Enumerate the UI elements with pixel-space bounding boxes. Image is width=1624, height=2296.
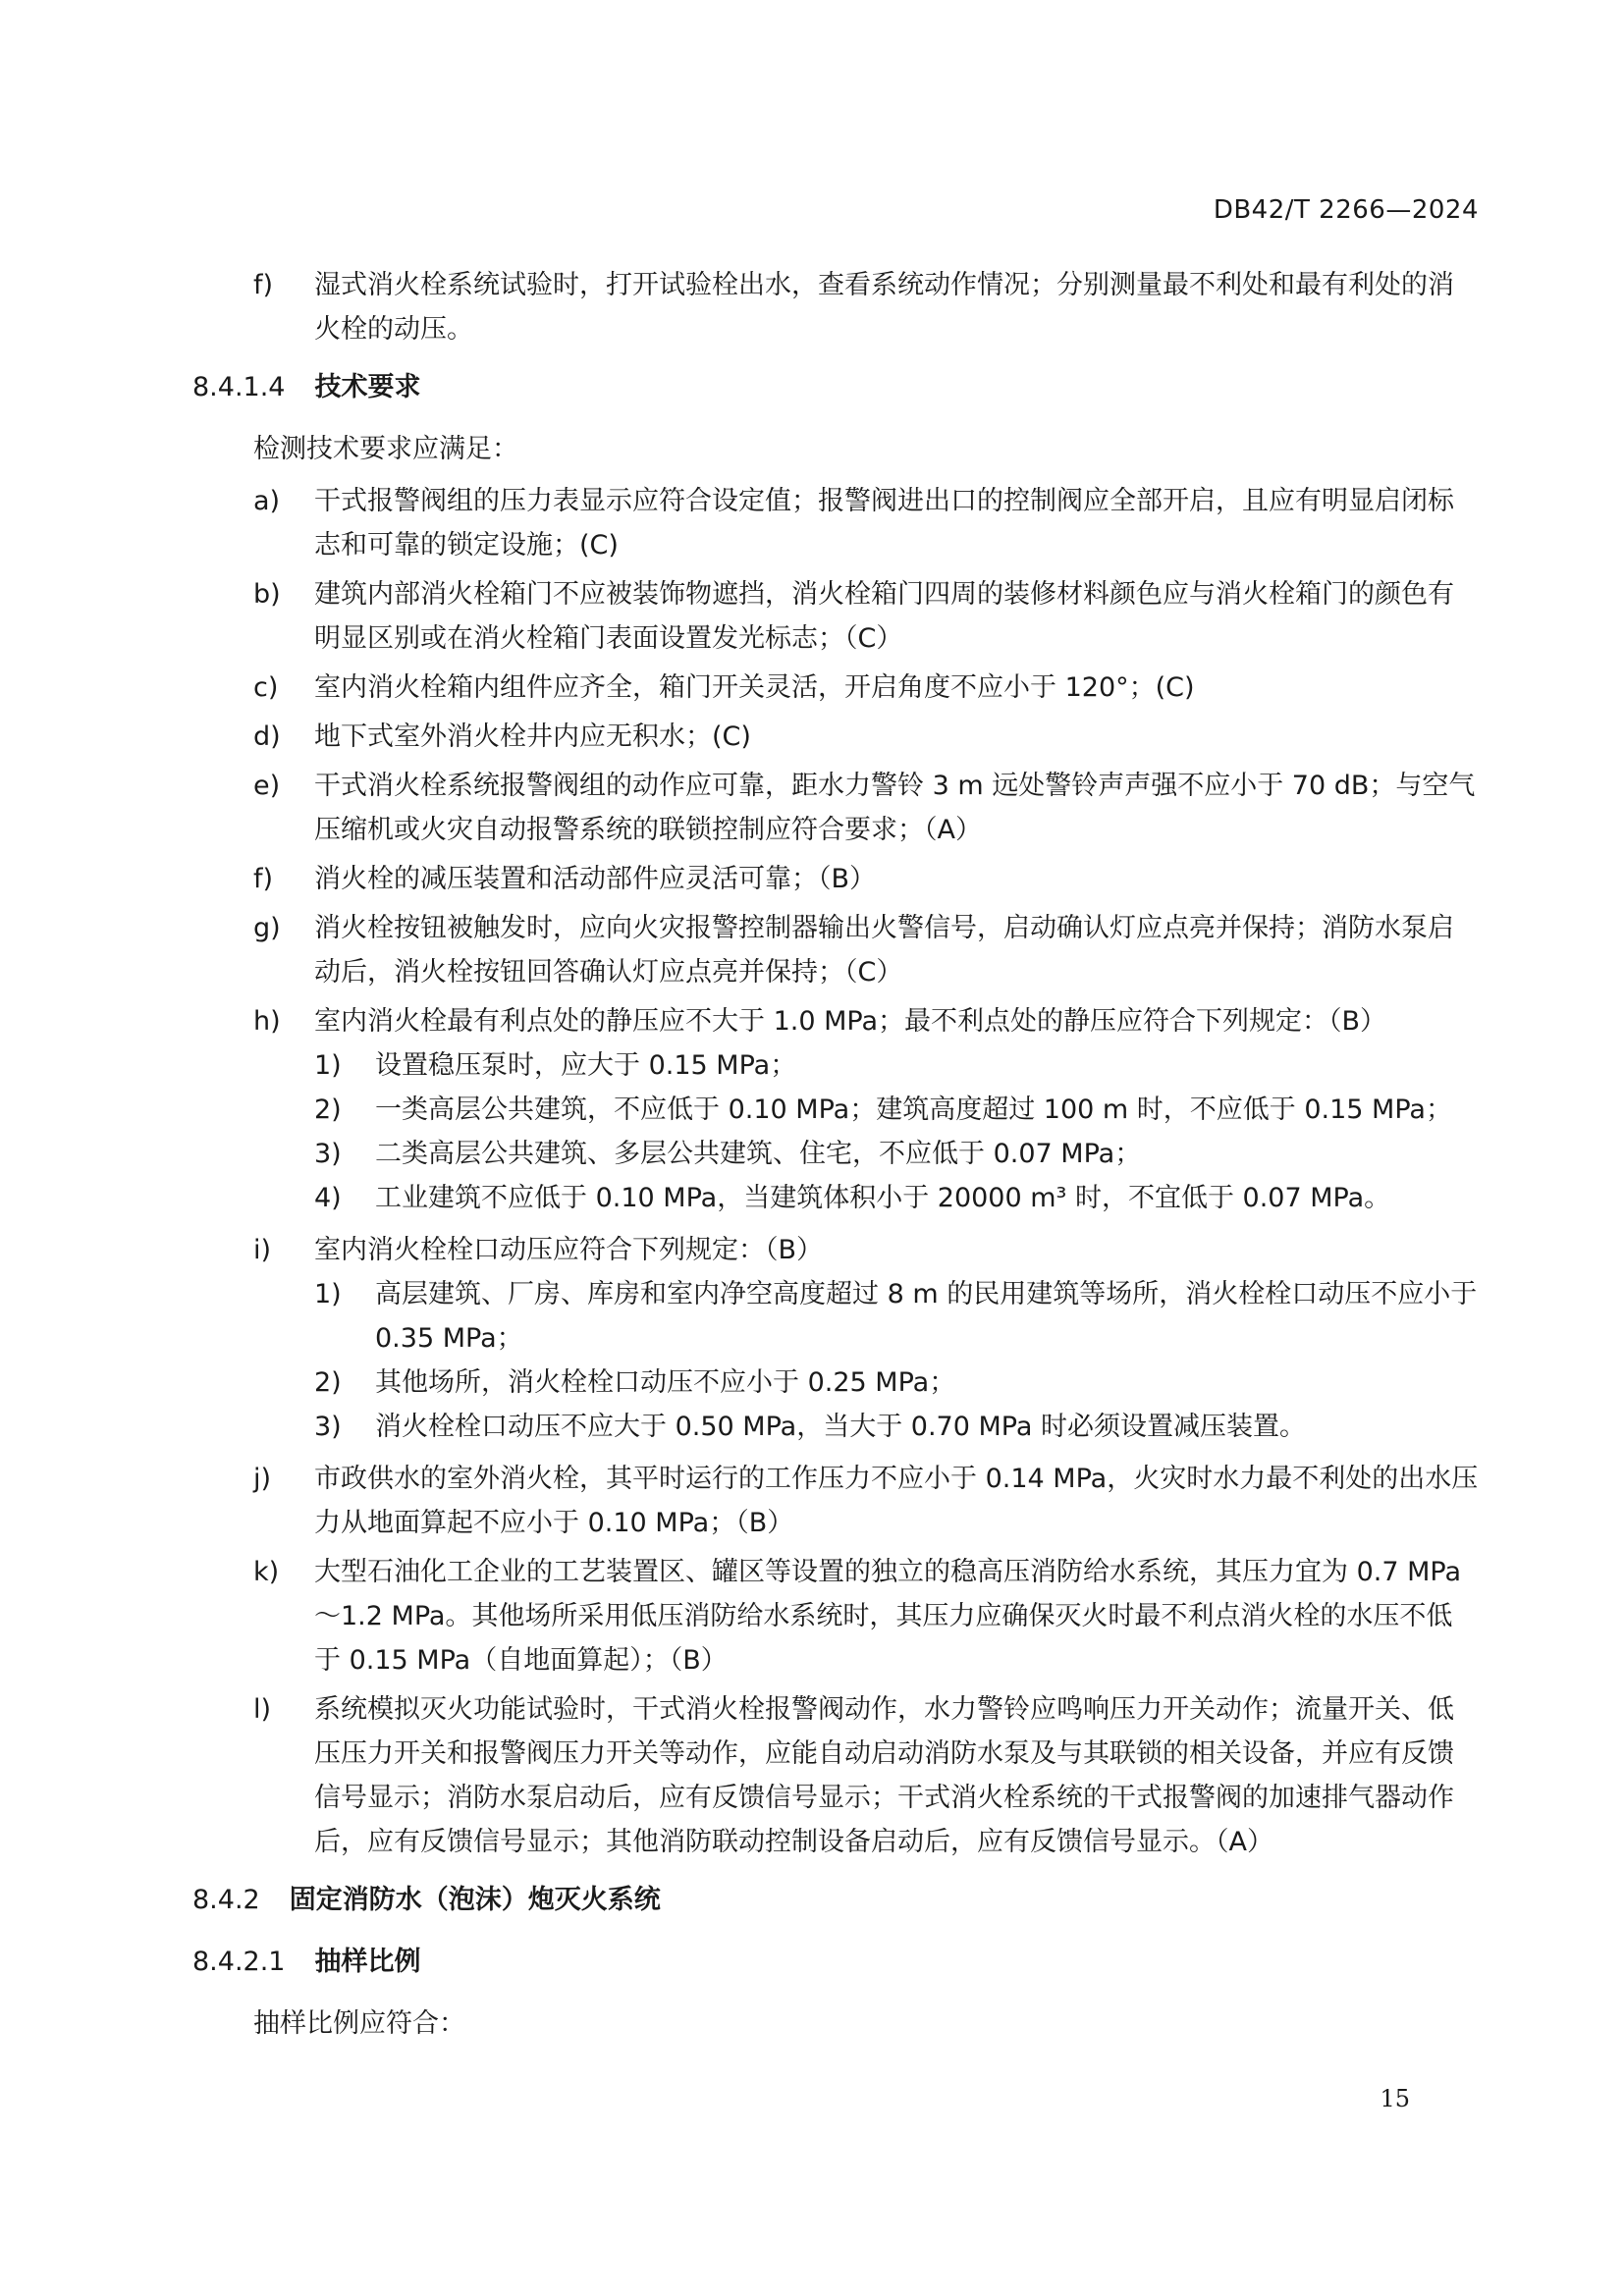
list-item: [192, 999, 1479, 1043]
list-item: [192, 1228, 1479, 1272]
list-text: 室内消火栓最有利点处的静压应不大于 1.0 MPa；最不利点处的静压应符合下列规定：（B）: [314, 1006, 1387, 1037]
list-item: [192, 1687, 1479, 1864]
sub-list-marker: 3): [314, 1139, 342, 1169]
list-marker: f): [253, 270, 274, 300]
sub-list-marker: 4): [314, 1183, 342, 1213]
sub-list-text: 工业建筑不应低于 0.10 MPa，当建筑体积小于 20000 m³ 时，不宜低于 0.07 MPa。: [375, 1183, 1391, 1213]
sub-list-marker: 2): [314, 1095, 342, 1125]
sub-list-item: [192, 1132, 1479, 1176]
section-number: 8.4.1.4: [192, 372, 286, 402]
list-marker: b): [253, 579, 281, 610]
sub-list-marker: 1): [314, 1279, 342, 1309]
list-text: 干式消火栓系统报警阀组的动作应可靠，距水力警铃 3 m 远处警铃声声强不应小于 70 dB；与空气压缩机或火灾自动报警系统的联锁控制应符合要求；（A）: [314, 771, 1476, 845]
list-text: 干式报警阀组的压力表显示应符合设定值；报警阀进出口的控制阀应全部开启，且应有明显启闭标志和可靠的锁定设施；(C): [314, 486, 1454, 561]
list-item: [192, 764, 1479, 852]
sub-list-text: 一类高层公共建筑，不应低于 0.10 MPa；建筑高度超过 100 m 时，不应低于 0.15 MPa；: [375, 1095, 1452, 1125]
list-item: [192, 263, 1479, 351]
list-marker: a): [253, 486, 281, 516]
list-marker: j): [253, 1464, 272, 1494]
sub-list-item: [192, 1405, 1479, 1449]
sub-list-item: [192, 1272, 1479, 1361]
sub-list-item: [192, 1361, 1479, 1405]
list-marker: f): [253, 864, 274, 894]
page-number: 15: [1380, 2085, 1410, 2112]
section-number: 8.4.2: [192, 1885, 260, 1915]
sub-list-item: [192, 1176, 1479, 1220]
sub-list-marker: 2): [314, 1367, 342, 1398]
list-item: [192, 572, 1479, 661]
intro-paragraph: 检测技术要求应满足：: [253, 434, 518, 464]
sub-list-text: 消火栓栓口动压不应大于 0.50 MPa，当大于 0.70 MPa 时必须设置减压装置。: [375, 1412, 1306, 1442]
list-text: 大型石油化工企业的工艺装置区、罐区等设置的独立的稳高压消防给水系统，其压力宜为 0.7 MPa～1.2 MPa。其他场所采用低压消防给水系统时，其压力应确保灭火时最不利点消火栓的水压不低于 0.15 MPa（自地面算起）；（B）: [314, 1557, 1462, 1676]
sub-list-marker: 1): [314, 1050, 342, 1081]
list-marker: k): [253, 1557, 280, 1587]
list-text: 建筑内部消火栓箱门不应被装饰物遮挡，消火栓箱门四周的装修材料颜色应与消火栓箱门的颜色有明显区别或在消火栓箱门表面设置发光标志；（C）: [314, 579, 1454, 654]
list-marker: d): [253, 721, 281, 752]
list-item: [192, 666, 1479, 710]
list-item: [192, 715, 1479, 759]
list-marker: g): [253, 913, 281, 943]
list-text: 消火栓的减压装置和活动部件应灵活可靠；（B）: [314, 864, 877, 894]
page-content: [192, 263, 1479, 2054]
list-text: 室内消火栓箱内组件应齐全，箱门开关灵活，开启角度不应小于 120°；(C): [314, 672, 1195, 703]
section-title: 技术要求: [314, 372, 421, 402]
sub-list-marker: 3): [314, 1412, 342, 1442]
sub-list-text: 其他场所，消火栓栓口动压不应小于 0.25 MPa；: [375, 1367, 956, 1398]
list-text: 地下式室外消火栓井内应无积水；(C): [314, 721, 751, 752]
section-heading-8421: [192, 1940, 1479, 1984]
list-marker: c): [253, 672, 279, 703]
section-heading-842: [192, 1878, 1479, 1922]
list-marker: l): [253, 1694, 272, 1725]
closing-paragraph: 抽样比例应符合：: [253, 2008, 465, 2039]
sub-list-text: 二类高层公共建筑、多层公共建筑、住宅，不应低于 0.07 MPa；: [375, 1139, 1142, 1169]
sub-list-text: 高层建筑、厂房、库房和室内净空高度超过 8 m 的民用建筑等场所，消火栓栓口动压不应小于 0.35 MPa；: [375, 1279, 1478, 1354]
sub-list-item: [192, 1088, 1479, 1132]
list-item: [192, 1457, 1479, 1545]
section-title: 抽样比例: [314, 1947, 421, 1977]
list-item: [192, 906, 1479, 994]
document-code: DB42/T 2266—2024: [1213, 195, 1479, 225]
list-item: [192, 1550, 1479, 1682]
list-text: 室内消火栓栓口动压应符合下列规定：（B）: [314, 1235, 824, 1265]
section-number: 8.4.2.1: [192, 1947, 286, 1977]
list-item: [192, 479, 1479, 567]
list-text: 消火栓按钮被触发时，应向火灾报警控制器输出火警信号，启动确认灯应点亮并保持；消防水泵启动后，消火栓按钮回答确认灯应点亮并保持；（C）: [314, 913, 1454, 988]
sub-list-item: [192, 1043, 1479, 1088]
section-heading-8414: [192, 365, 1479, 409]
list-item: [192, 857, 1479, 901]
list-text: 市政供水的室外消火栓，其平时运行的工作压力不应小于 0.14 MPa，火灾时水力最不利处的出水压力从地面算起不应小于 0.10 MPa；（B）: [314, 1464, 1479, 1538]
list-marker: e): [253, 771, 281, 801]
list-text: 湿式消火栓系统试验时，打开试验栓出水，查看系统动作情况；分别测量最不利处和最有利处的消火栓的动压。: [314, 270, 1454, 345]
list-marker: h): [253, 1006, 281, 1037]
list-text: 系统模拟灭火功能试验时，干式消火栓报警阀动作，水力警铃应鸣响压力开关动作；流量开关、低压压力开关和报警阀压力开关等动作，应能自动启动消防水泵及与其联锁的相关设备，并应有反馈信号显示；消防水泵启动后，应有反馈信号显示；干式消火栓系统的干式报警阀的加速排气器动作后，应有反馈信号显示；其他消防联动控制设备启动后，应有反馈信号显示。（A）: [314, 1694, 1454, 1857]
list-marker: i): [253, 1235, 272, 1265]
sub-list-text: 设置稳压泵时，应大于 0.15 MPa；: [375, 1050, 797, 1081]
section-title: 固定消防水（泡沫）炮灭火系统: [289, 1885, 661, 1915]
